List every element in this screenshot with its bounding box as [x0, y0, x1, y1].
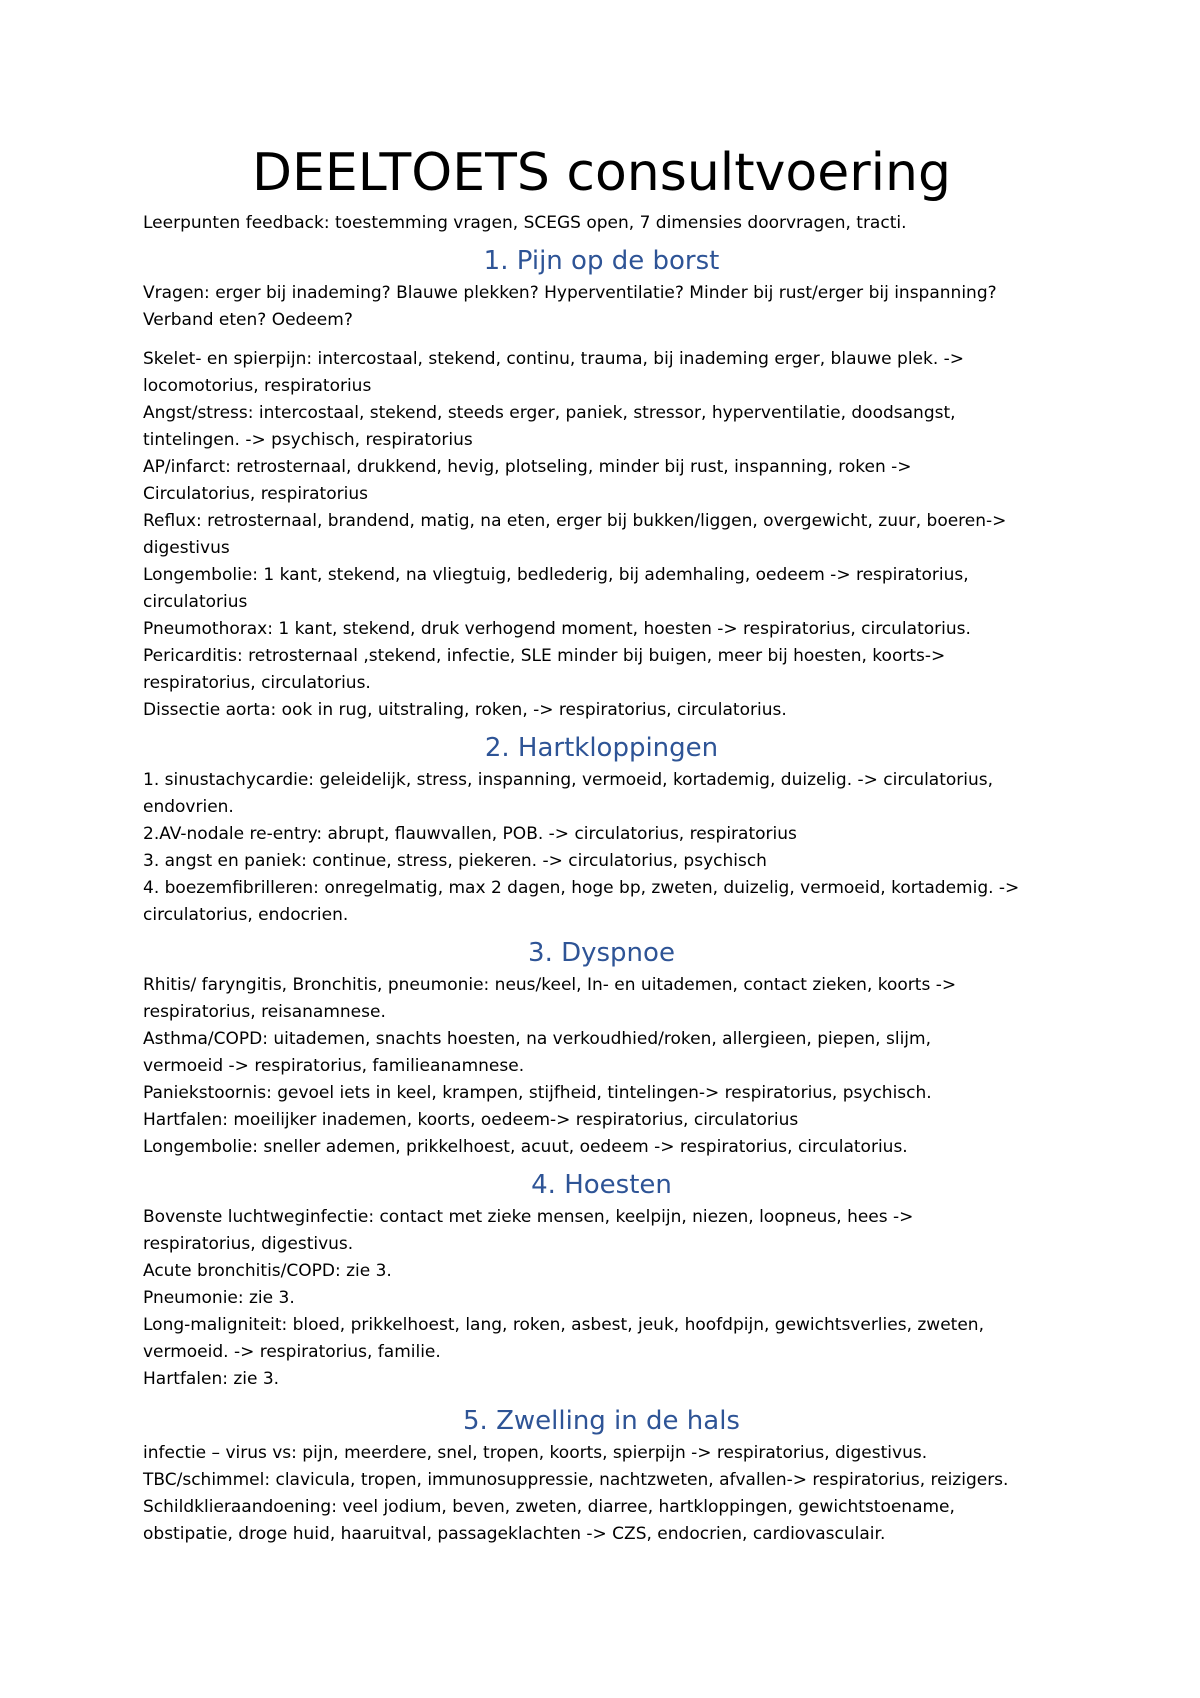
section-line: Circulatorius, respiratorius	[143, 484, 368, 504]
section-heading-hoesten: 4. Hoesten	[531, 1170, 672, 1200]
paragraph-spacer	[143, 334, 1060, 346]
section-line: Dissectie aorta: ook in rug, uitstraling, roken, -> respiratorius, circulatorius.	[143, 700, 787, 720]
section-line: Reflux: retrosternaal, brandend, matig, na eten, erger bij bukken/liggen, overgewicht, zuur, boeren->	[143, 511, 1007, 531]
section-heading-zwelling-in-de-hals: 5. Zwelling in de hals	[463, 1406, 740, 1436]
section-line: circulatorius	[143, 592, 248, 612]
section-line: circulatorius, endocrien.	[143, 905, 349, 925]
section-line: Paniekstoornis: gevoel iets in keel, krampen, stijfheid, tintelingen-> respiratorius, psychisch.	[143, 1083, 932, 1103]
section-line: Long-maligniteit: bloed, prikkelhoest, lang, roken, asbest, jeuk, hoofdpijn, gewichtsverlies, zweten,	[143, 1315, 984, 1335]
section-line: infectie – virus vs: pijn, meerdere, snel, tropen, koorts, spierpijn -> respiratorius, digestivus.	[143, 1443, 928, 1463]
section-heading-pijn-op-de-borst: 1. Pijn op de borst	[483, 246, 720, 276]
section-line: Acute bronchitis/COPD: zie 3.	[143, 1261, 392, 1281]
section-line: Longembolie: 1 kant, stekend, na vliegtuig, bedlederig, bij ademhaling, oedeem -> respiratorius,	[143, 565, 969, 585]
section-line: endovrien.	[143, 797, 234, 817]
section-line: TBC/schimmel: clavicula, tropen, immunosuppressie, nachtzweten, afvallen-> respiratorius, reizigers.	[143, 1470, 1009, 1490]
section-line: 4. boezemfibrilleren: onregelmatig, max 2 dagen, hoge bp, zweten, duizelig, vermoeid, kortademig. ->	[143, 878, 1020, 898]
document-title: DEELTOETS consultvoering	[251, 143, 952, 203]
section-line: respiratorius, reisanamnese.	[143, 1002, 386, 1022]
section-line: Hartfalen: moeilijker inademen, koorts, oedeem-> respiratorius, circulatorius	[143, 1110, 799, 1130]
section-line: Angst/stress: intercostaal, stekend, steeds erger, paniek, stressor, hyperventilatie, doodsangst,	[143, 403, 956, 423]
section-question-line: Verband eten? Oedeem?	[143, 310, 353, 330]
section-line: vermoeid -> respiratorius, familieanamnese.	[143, 1056, 525, 1076]
section-line: digestivus	[143, 538, 230, 558]
section-line: AP/infarct: retrosternaal, drukkend, hevig, plotseling, minder bij rust, inspanning, roken ->	[143, 457, 912, 477]
section-line: respiratorius, digestivus.	[143, 1234, 354, 1254]
section-question-line: Vragen: erger bij inademing? Blauwe plekken? Hyperventilatie? Minder bij rust/erger bij inspanning?	[143, 283, 997, 303]
section-line: 1. sinustachycardie: geleidelijk, stress, inspanning, vermoeid, kortademig, duizelig. -> circulatorius,	[143, 770, 994, 790]
section-line: Hartfalen: zie 3.	[143, 1369, 280, 1389]
section-line: Longembolie: sneller ademen, prikkelhoest, acuut, oedeem -> respiratorius, circulatorius.	[143, 1137, 908, 1157]
section-line: Pericarditis: retrosternaal ,stekend, infectie, SLE minder bij buigen, meer bij hoesten, koorts->	[143, 646, 946, 666]
section-line: tintelingen. -> psychisch, respiratorius	[143, 430, 473, 450]
section-line: Pneumothorax: 1 kant, stekend, druk verhogend moment, hoesten -> respiratorius, circulatorius.	[143, 619, 971, 639]
section-line: 2.AV-nodale re-entry: abrupt, flauwvallen, POB. -> circulatorius, respiratorius	[143, 824, 797, 844]
section-line: locomotorius, respiratorius	[143, 376, 372, 396]
section-line: Schildklieraandoening: veel jodium, beven, zweten, diarree, hartkloppingen, gewichtstoename,	[143, 1497, 955, 1517]
section-line: Bovenste luchtweginfectie: contact met zieke mensen, keelpijn, niezen, loopneus, hees ->	[143, 1207, 914, 1227]
intro-text: Leerpunten feedback: toestemming vragen, SCEGS open, 7 dimensies doorvragen, tracti.	[143, 213, 907, 233]
section-line: Asthma/COPD: uitademen, snachts hoesten, na verkoudhied/roken, allergieen, piepen, slijm,	[143, 1029, 931, 1049]
section-heading-dyspnoe: 3. Dyspnoe	[528, 938, 675, 968]
section-line: 3. angst en paniek: continue, stress, piekeren. -> circulatorius, psychisch	[143, 851, 767, 871]
section-line: Skelet- en spierpijn: intercostaal, stekend, continu, trauma, bij inademing erger, blauwe plek. ->	[143, 349, 965, 369]
section-line: obstipatie, droge huid, haaruitval, passageklachten -> CZS, endocrien, cardiovasculair.	[143, 1524, 886, 1544]
section-line: respiratorius, circulatorius.	[143, 673, 371, 693]
section-line: Rhitis/ faryngitis, Bronchitis, pneumonie: neus/keel, In- en uitademen, contact zieken, koorts ->	[143, 975, 957, 995]
section-heading-hartkloppingen: 2. Hartkloppingen	[484, 733, 719, 763]
section-line: Pneumonie: zie 3.	[143, 1288, 295, 1308]
section-line: vermoeid. -> respiratorius, familie.	[143, 1342, 441, 1362]
